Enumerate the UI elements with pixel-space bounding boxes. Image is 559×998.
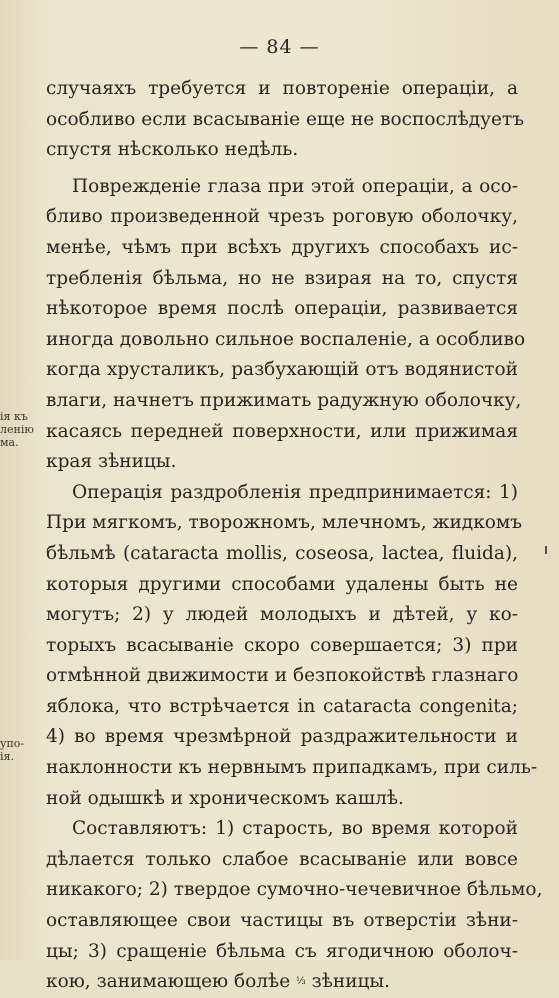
text-line: которыя другими способами удалены быть не: [46, 573, 518, 595]
text-line: иногда довольно сильное воспаленіе, а особливо: [46, 328, 526, 350]
text-line: оставляющее свои частицы въ отверстіи зѣни-: [46, 910, 518, 932]
margin-note: ія къ ленію ма.: [0, 410, 34, 449]
text-fragment: кою, занимающею болѣе: [46, 971, 291, 993]
text-line: никакого; 2) твердое сумочно-чечевичное бѣльмо,: [46, 879, 543, 901]
text-line: яблока, что встрѣчается in cataracta congenita;: [46, 695, 518, 717]
text-line: ной одышкѣ и хроническомъ кашлѣ.: [46, 787, 404, 809]
fraction-glyph: ⅓: [296, 976, 306, 988]
text-line: Операція раздробленія предпринимается: 1): [72, 481, 518, 503]
margin-note: упо- ія.: [0, 737, 25, 763]
paragraph-4: [46, 814, 543, 998]
page-number: — 84 —: [239, 36, 320, 58]
text-line: бѣльмѣ (cataracta mollis, coseosa, lactea, fluida),: [46, 542, 518, 564]
text-line: края зѣницы.: [46, 451, 177, 473]
text-line: цы; 3) сращеніе бѣльма съ ягодичною оболоч-: [46, 940, 518, 962]
text-line: отмѣнной движимости и безпокойствѣ глазнаго: [46, 665, 519, 687]
text-line: При мягкомъ, творожномъ, млечномъ, жидкомъ: [46, 512, 523, 534]
text-line: дѣлается только слабое всасываніе или вовсе: [46, 848, 518, 870]
text-line: наклонности къ нервнымъ припадкамъ, при силь-: [46, 757, 538, 779]
text-line: особливо если всасываніе еще не воспослѣдуетъ: [46, 108, 524, 130]
paragraph-2: [46, 172, 526, 478]
page-edge-mark: [545, 546, 547, 554]
paragraph-1: [46, 74, 524, 166]
text-line: бливо произведенной чрезъ роговую оболочку,: [46, 206, 518, 228]
text-fragment: зѣницы.: [311, 971, 391, 993]
text-line: менѣе, чѣмъ при всѣхъ другихъ способахъ ис-: [46, 236, 518, 258]
text-line: спустя нѣсколько недѣль.: [46, 139, 299, 161]
text-line: нѣкоторое время послѣ операціи, развивается: [46, 298, 518, 320]
text-line: торыхъ всасываніе скоро совершается; 3) при: [46, 634, 518, 656]
paragraph-3: [46, 478, 538, 815]
text-line: когда хрусталикъ, разбухающій отъ водянистой: [46, 359, 518, 381]
text-line-final: [46, 967, 518, 998]
text-line: случаяхъ требуется и повтореніе операціи, а: [46, 78, 518, 99]
text-line: Поврежденіе глаза при этой операціи, а осо-: [72, 175, 518, 197]
text-line: Составляютъ: 1) старость, во время которой: [72, 818, 518, 840]
body-text: [46, 74, 543, 998]
text-line: могутъ; 2) у людей молодыхъ и дѣтей, у ко-: [46, 604, 518, 626]
text-line: требленія бѣльма, но не взирая на то, спустя: [46, 267, 518, 289]
text-line: влаги, начнетъ прижимать радужную оболочку,: [46, 389, 522, 411]
text-line: касаясь передней поверхности, или прижимая: [46, 420, 518, 442]
text-line: 4) во время чрезмѣрной раздражительности и: [46, 726, 518, 748]
